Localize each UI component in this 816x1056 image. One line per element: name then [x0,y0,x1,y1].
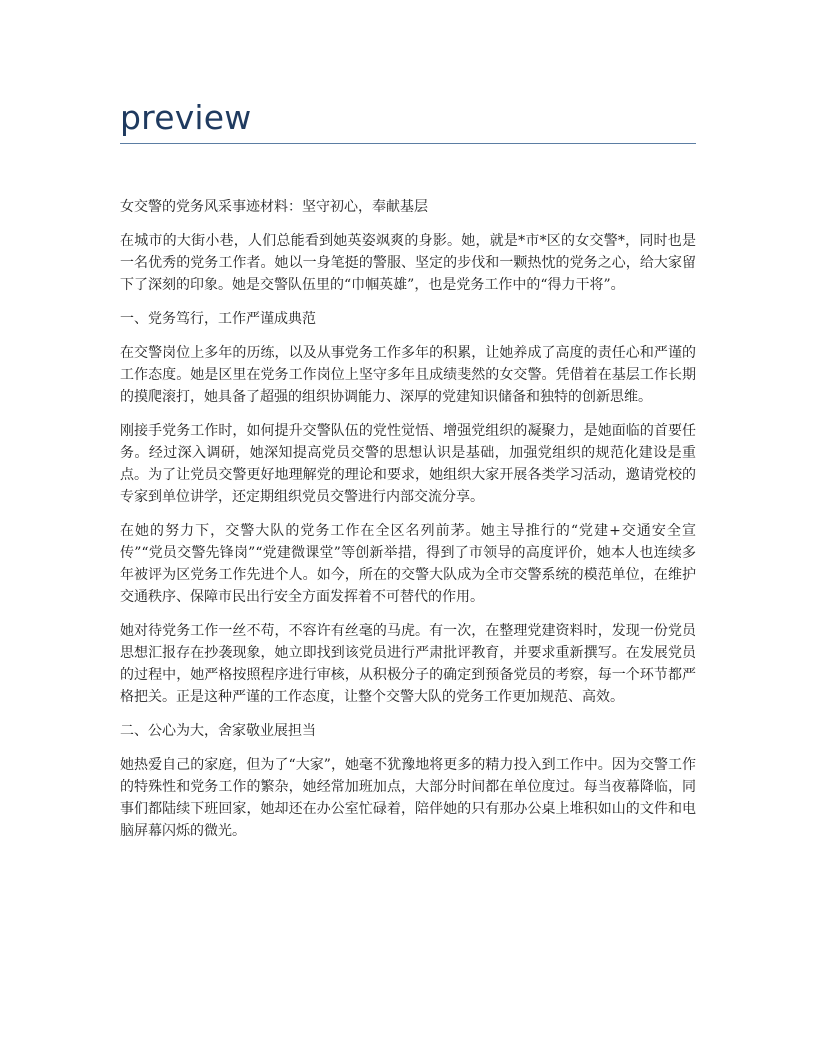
document-body [120,196,696,854]
doc-title-line: 女交警的党务风采事迹材料：坚守初心，奉献基层 [120,199,428,215]
section-heading-2: 二、公心为大，舍家敬业展担当 [120,723,316,739]
paragraph: 在交警岗位上多年的历练，以及从事党务工作多年的积累，让她养成了高度的责任心和严谨的工作态度。她是区里在党务工作岗位上坚守多年且成绩斐然的女交警。凭借着在基层工作长期的摸爬滚打，她具备了超强的组织协调能力、深厚的党建知识储备和独特的创新思维。 [120,345,696,405]
title-divider [120,143,696,144]
paragraph: 刚接手党务工作时，如何提升交警队伍的党性觉悟、增强党组织的凝聚力，是她面临的首要任务。经过深入调研，她深知提高党员交警的思想认识是基础，加强党组织的规范化建设是重点。为了让党员交警更好地理解党的理论和要求，她组织大家开展各类学习活动，邀请党校的专家到单位讲学，还定期组织党员交警进行内部交流分享。 [120,423,696,505]
section-heading-1: 一、党务笃行，工作严谨成典范 [120,311,316,327]
paragraph: 她热爱自己的家庭，但为了“大家”，她毫不犹豫地将更多的精力投入到工作中。因为交警工作的特殊性和党务工作的繁杂，她经常加班加点，大部分时间都在单位度过。每当夜幕降临，同事们都陆续下班回家，她却还在办公室忙碌着，陪伴她的只有那办公桌上堆积如山的文件和电脑屏幕闪烁的微光。 [120,757,696,839]
paragraph-intro: 在城市的大街小巷，人们总能看到她英姿飒爽的身影。她，就是*市*区的女交警*，同时也是一名优秀的党务工作者。她以一身笔挺的警服、坚定的步伐和一颗热忱的党务之心，给大家留下了深刻的印象。她是交警队伍里的“巾帼英雄”，也是党务工作中的“得力干将”。 [120,233,696,293]
paragraph: 她对待党务工作一丝不苟，不容许有丝毫的马虎。有一次，在整理党建资料时，发现一份党员思想汇报存在抄袭现象，她立即找到该党员进行严肃批评教育，并要求重新撰写。在发展党员的过程中，她严格按照程序进行审核，从积极分子的确定到预备党员的考察，每一个环节都严格把关。正是这种严谨的工作态度，让整个交警大队的党务工作更加规范、高效。 [120,623,696,705]
page-title: preview [120,98,252,137]
paragraph: 在她的努力下，交警大队的党务工作在全区名列前茅。她主导推行的“党建+交通安全宣传”“党员交警先锋岗”“党建微课堂”等创新举措，得到了市领导的高度评价，她本人也连续多年被评为区党务工作先进个人。如今，所在的交警大队成为全市交警系统的模范单位，在维护交通秩序、保障市民出行安全方面发挥着不可替代的作用。 [120,523,696,605]
